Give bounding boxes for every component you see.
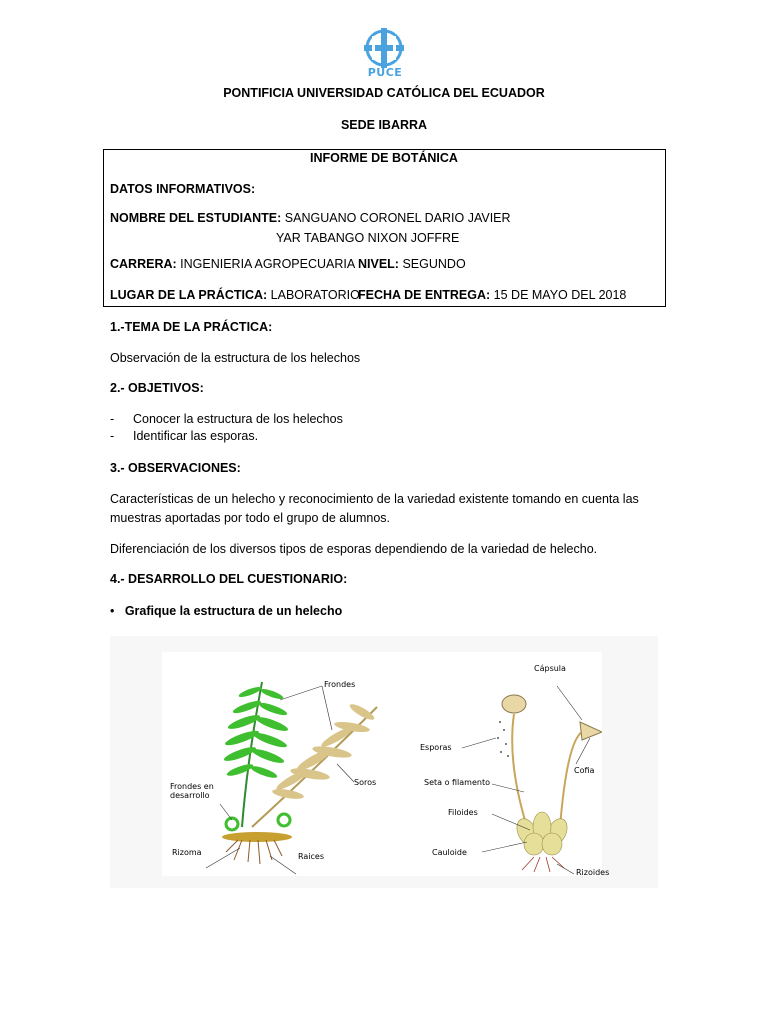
label-rizoides: Rizoides <box>576 868 610 877</box>
section-3-para-2: Diferenciación de los diversos tipos de esporas dependiendo de la variedad de helecho. <box>110 542 598 556</box>
section-4-bullet-text: Grafique la estructura de un helecho <box>124 604 343 618</box>
objective-item: Conocer la estructura de los helechos <box>133 412 343 426</box>
rhizome <box>222 832 292 842</box>
place-value: LABORATORIO <box>270 288 360 302</box>
figure-drawing <box>162 652 602 876</box>
label-rizoma: Rizoma <box>172 848 202 857</box>
roots <box>226 840 282 864</box>
section-4-bullet <box>110 604 342 618</box>
objective-item: Identificar las esporas. <box>133 429 259 443</box>
label-raices: Raices <box>298 852 324 861</box>
level-value: SEGUNDO <box>402 257 466 271</box>
career-label: CARRERA: <box>110 257 177 271</box>
label-frondes-desarrollo-1: Frondes en <box>170 782 214 791</box>
report-title: INFORME DE BOTÁNICA <box>310 151 458 165</box>
date-label: FECHA DE ENTREGA: <box>358 288 491 302</box>
student-label: NOMBRE DEL ESTUDIANTE: <box>110 211 282 225</box>
place-label: LUGAR DE LA PRÁCTICA: <box>110 288 268 302</box>
section-2-title: 2.- OBJETIVOS: <box>110 381 204 395</box>
university-name: PONTIFICIA UNIVERSIDAD CATÓLICA DEL ECUADOR <box>223 86 545 100</box>
date-value: 15 DE MAYO DEL 2018 <box>493 288 627 302</box>
section-3-para-1b: muestras aportadas por todo el grupo de alumnos. <box>110 511 391 525</box>
label-filoides: Filoides <box>448 808 478 817</box>
date-line <box>358 288 626 302</box>
section-3-title: 3.- OBSERVACIONES: <box>110 461 241 475</box>
info-box <box>103 149 666 307</box>
label-cofia: Cofia <box>574 766 595 775</box>
student-2: YAR TABANGO NIXON JOFFRE <box>276 231 460 245</box>
datos-heading: DATOS INFORMATIVOS: <box>110 182 256 196</box>
figure-canvas <box>162 652 610 877</box>
campus-name: SEDE IBARRA <box>340 118 428 132</box>
student-line <box>110 211 511 225</box>
green-frond <box>223 682 290 827</box>
label-frondes-desarrollo-2: desarrollo <box>170 791 210 800</box>
dash-bullet: - <box>110 412 115 426</box>
label-esporas: Esporas <box>420 743 452 752</box>
level-label: NIVEL: <box>358 257 399 271</box>
bullet-dot: • <box>110 604 122 618</box>
label-frondes: Frondes <box>324 680 356 689</box>
section-3-para-1a: Características de un helecho y reconocimiento de la variedad existente tomando en cuenta las <box>110 492 639 506</box>
place-line <box>110 288 360 302</box>
section-4-title: 4.- DESARROLLO DEL CUESTIONARIO: <box>110 572 348 586</box>
logo-text: PUCE <box>367 66 403 79</box>
label-soros: Soros <box>354 778 377 787</box>
label-seta: Seta o filamento <box>424 778 490 787</box>
fiddlehead <box>278 814 290 826</box>
fern-moss-figure <box>110 636 658 888</box>
label-capsula: Cápsula <box>534 664 566 673</box>
section-1-title: 1.-TEMA DE LA PRÁCTICA: <box>110 320 273 334</box>
dash-bullet: - <box>110 429 115 443</box>
level-line <box>358 257 466 271</box>
career-line <box>110 257 355 271</box>
label-cauloide: Cauloide <box>432 848 467 857</box>
career-value: INGENIERIA AGROPECUARIA <box>180 257 356 271</box>
student-1: SANGUANO CORONEL DARIO JAVIER <box>284 211 511 225</box>
section-1-text: Observación de la estructura de los helechos <box>110 351 361 365</box>
